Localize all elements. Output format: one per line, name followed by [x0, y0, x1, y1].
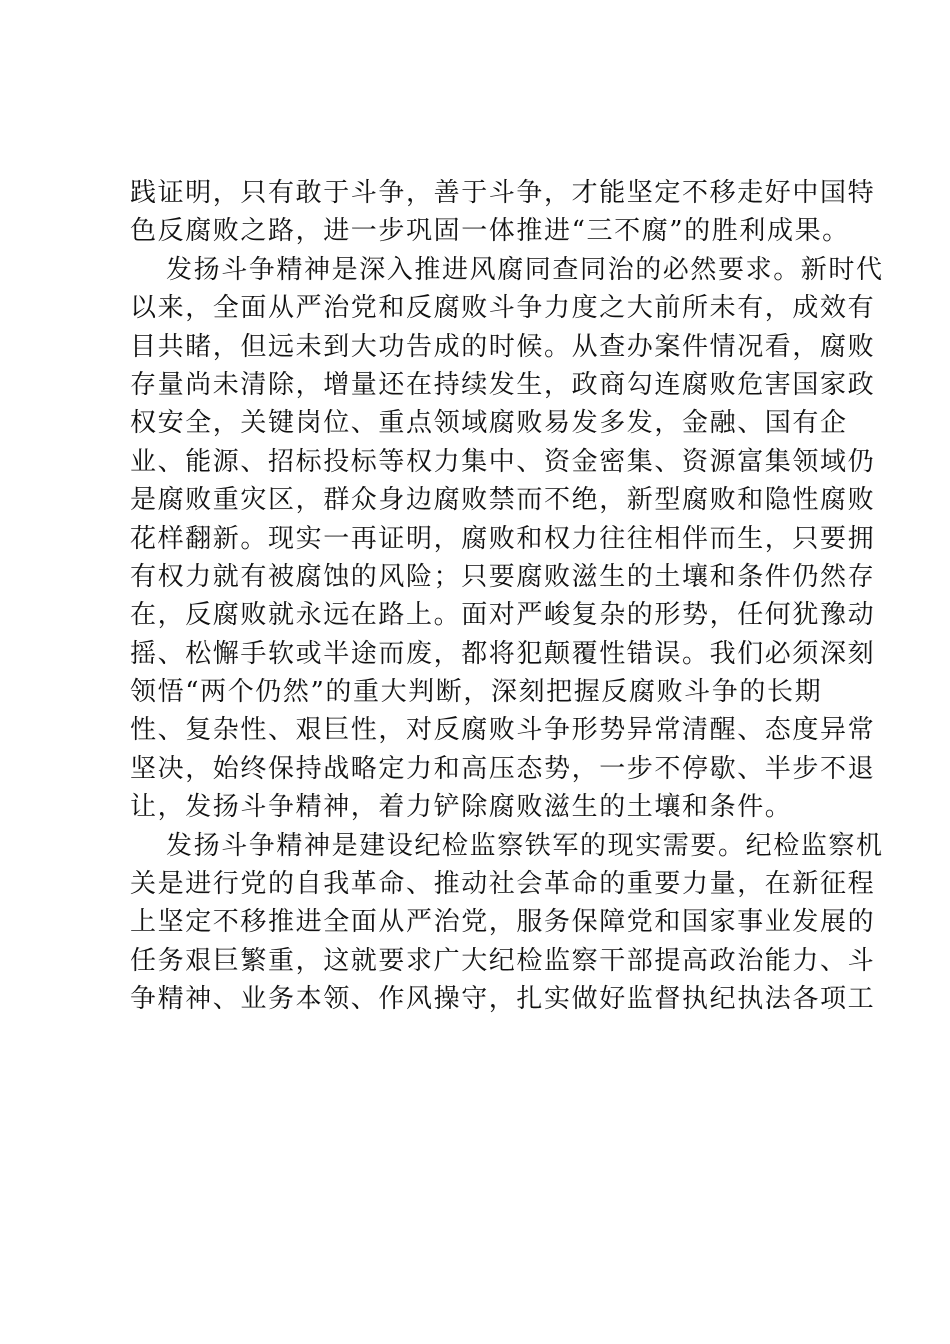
- paragraph-3-line-1: 发扬斗争精神是建设纪检监察铁军的现实需要。纪检监察机: [166, 830, 884, 861]
- paragraph-3-line-4: 任务艰巨繁重，这就要求广大纪检监察干部提高政治能力、斗: [130, 945, 876, 976]
- paragraph-3-line-5: 争精神、业务本领、作风操守，扎实做好监督执纪执法各项工: [130, 984, 876, 1015]
- paragraph-3-line-3: 上坚定不移推进全面从严治党，服务保障党和国家事业发展的: [130, 907, 876, 938]
- paragraph-2-line-14: 坚决，始终保持战略定力和高压态势，一步不停歇、半步不退: [130, 753, 876, 784]
- paragraph-2-line-13: 性、复杂性、艰巨性，对反腐败斗争形势异常清醒、态度异常: [130, 715, 876, 746]
- paragraph-2-line-5: 权安全，关键岗位、重点领域腐败易发多发，金融、国有企: [130, 408, 848, 439]
- paragraph-2-line-3: 目共睹，但远未到大功告成的时候。从查办案件情况看，腐败: [130, 331, 876, 362]
- paragraph-2-line-8: 花样翻新。现实一再证明，腐败和权力往往相伴而生，只要拥: [130, 523, 876, 554]
- paragraph-2-line-11: 摇、松懈手软或半途而废，都将犯颠覆性错误。我们必须深刻: [130, 638, 876, 669]
- paragraph-2-line-10: 在，反腐败就永远在路上。面对严峻复杂的形势，任何犹豫动: [130, 600, 876, 631]
- paragraph-3-line-2: 关是进行党的自我革命、推动社会革命的重要力量，在新征程: [130, 869, 876, 900]
- document-body: [130, 174, 884, 1019]
- paragraph-2-line-9: 有权力就有被腐蚀的风险；只要腐败滋生的土壤和条件仍然存: [130, 561, 876, 592]
- paragraph-2-line-6: 业、能源、招标投标等权力集中、资金密集、资源富集领域仍: [130, 446, 876, 477]
- paragraph-2-line-4: 存量尚未清除，增量还在持续发生，政商勾连腐败危害国家政: [130, 369, 876, 400]
- paragraph-2-line-15: 让，发扬斗争精神，着力铲除腐败滋生的土壤和条件。: [130, 792, 793, 823]
- paragraph-1-line-1: 践证明，只有敢于斗争，善于斗争，才能坚定不移走好中国特: [130, 178, 876, 208]
- paragraph-2-line-12: 领悟“两个仍然”的重大判断，深刻把握反腐败斗争的长期: [130, 677, 823, 708]
- paragraph-2-line-2: 以来，全面从严治党和反腐败斗争力度之大前所未有，成效有: [130, 293, 876, 324]
- paragraph-2-line-7: 是腐败重灾区，群众身边腐败禁而不绝，新型腐败和隐性腐败: [130, 485, 876, 516]
- paragraph-1-line-2: 色反腐败之路，进一步巩固一体推进“三不腐”的胜利成果。: [130, 216, 850, 247]
- paragraph-2-line-1: 发扬斗争精神是深入推进风腐同查同治的必然要求。新时代: [166, 254, 884, 285]
